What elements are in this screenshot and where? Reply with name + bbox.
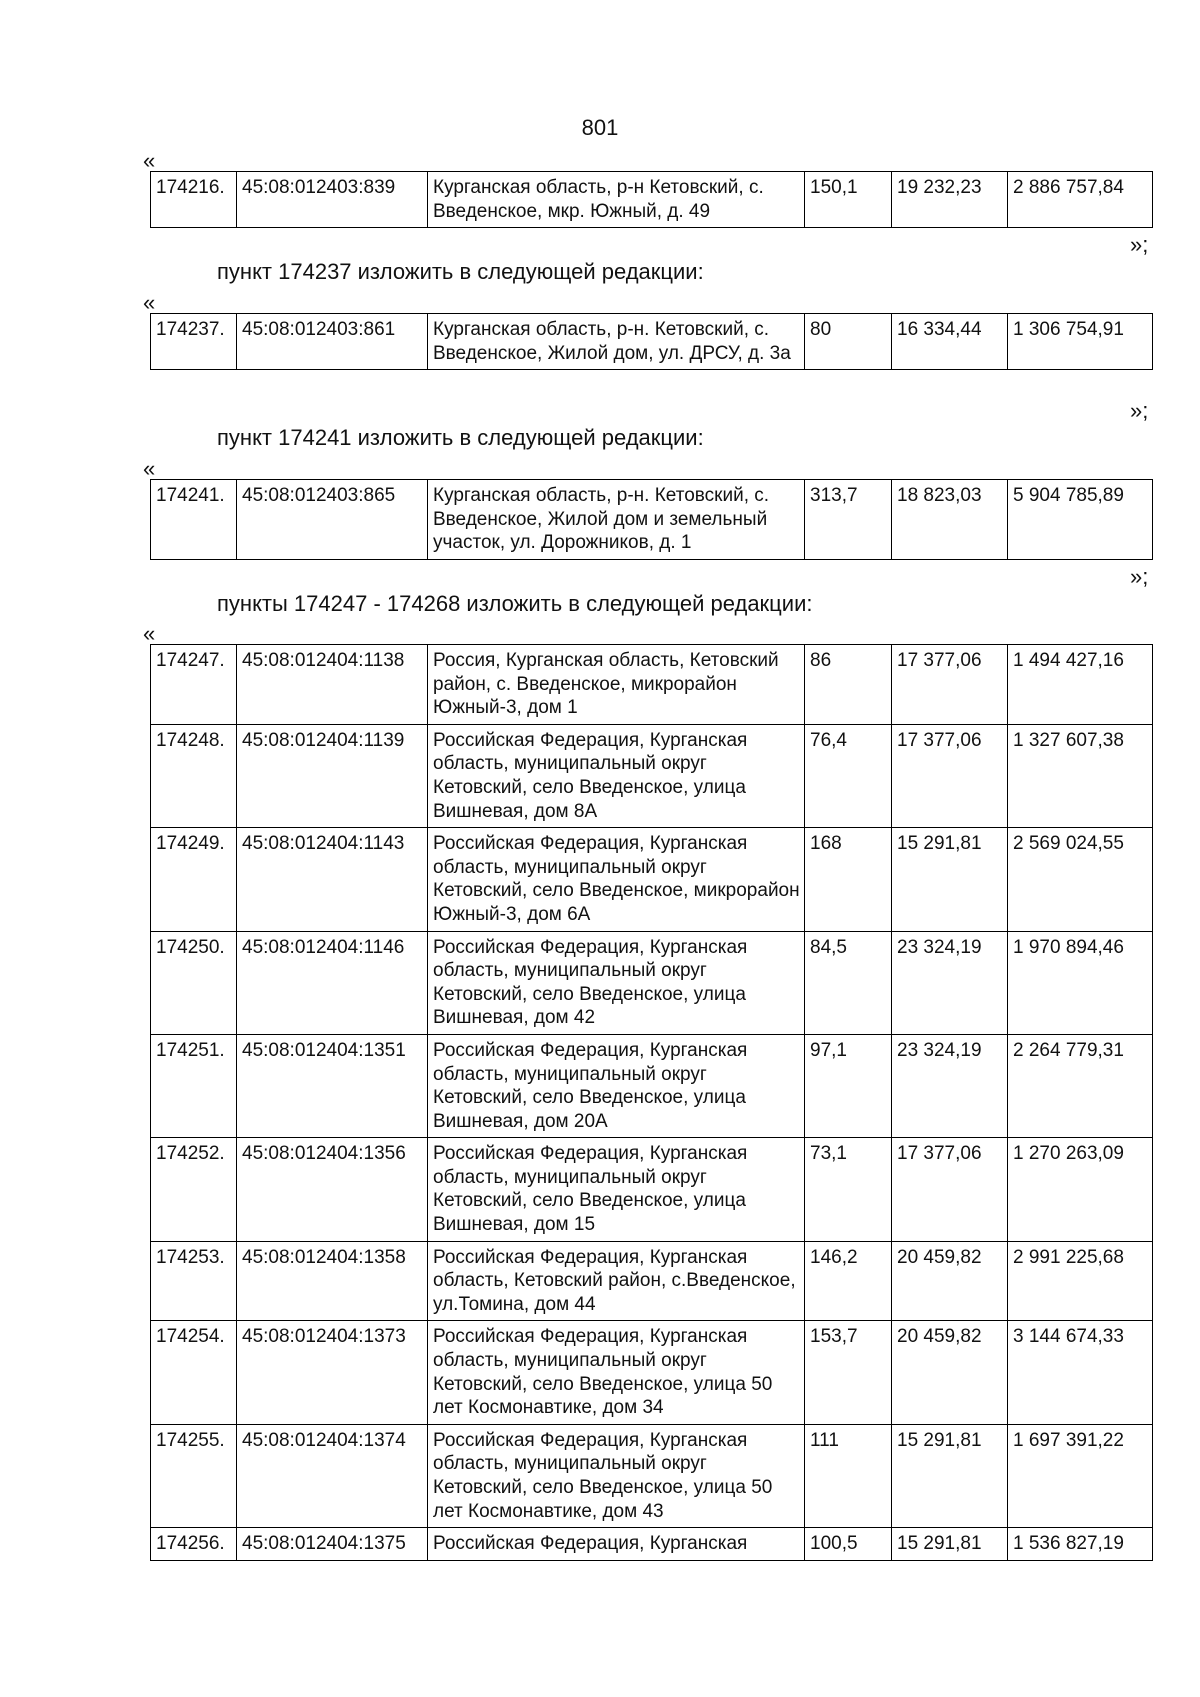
open-quote: « [143, 148, 156, 173]
amendment-table [150, 479, 1153, 560]
price-per-sqm-cell: 16 334,44 [892, 314, 1008, 370]
cadastral-number-cell: 45:08:012404:1139 [237, 724, 428, 827]
area-cell: 153,7 [805, 1321, 892, 1424]
address-cell: Российская Федерация, Курганская область, муниципальный округ Кетовский, село Введенское, улица 50 лет Космонавтике, дом 43 [428, 1424, 805, 1527]
item-number-cell: 174251. [151, 1034, 237, 1137]
price-per-sqm-cell: 15 291,81 [892, 1528, 1008, 1561]
close-quote: »; [1130, 398, 1149, 423]
table-row [151, 1034, 1153, 1137]
open-quote: « [143, 290, 156, 315]
cadastral-value-cell: 1 327 607,38 [1008, 724, 1153, 827]
amendment-table [150, 313, 1153, 370]
table-row [151, 1138, 1153, 1241]
address-cell: Российская Федерация, Курганская область, муниципальный округ Кетовский, село Введенское, микрорайон Южный-3, дом 6А [428, 828, 805, 931]
cadastral-number-cell: 45:08:012404:1351 [237, 1034, 428, 1137]
item-number-cell: 174237. [151, 314, 237, 370]
cadastral-number-cell: 45:08:012404:1375 [237, 1528, 428, 1561]
cadastral-value-cell: 1 306 754,91 [1008, 314, 1153, 370]
cadastral-value-cell: 1 494 427,16 [1008, 645, 1153, 725]
area-cell: 168 [805, 828, 892, 931]
area-cell: 84,5 [805, 931, 892, 1034]
section-heading: пункт 174237 изложить в следующей редакции: [217, 259, 704, 284]
table-row [151, 931, 1153, 1034]
area-cell: 80 [805, 314, 892, 370]
area-cell: 150,1 [805, 172, 892, 228]
address-cell: Российская Федерация, Курганская область, Кетовский район, с.Введенское, ул.Томина, дом 44 [428, 1241, 805, 1321]
table-row [151, 645, 1153, 725]
table-row [151, 1241, 1153, 1321]
area-cell: 76,4 [805, 724, 892, 827]
address-cell: Курганская область, р-н. Кетовский, с. Введенское, Жилой дом, ул. ДРСУ, д. 3а [428, 314, 805, 370]
table-row [151, 828, 1153, 931]
cadastral-value-cell: 2 991 225,68 [1008, 1241, 1153, 1321]
price-per-sqm-cell: 20 459,82 [892, 1241, 1008, 1321]
cadastral-number-cell: 45:08:012404:1358 [237, 1241, 428, 1321]
cadastral-number-cell: 45:08:012404:1146 [237, 931, 428, 1034]
cadastral-number-cell: 45:08:012404:1143 [237, 828, 428, 931]
area-cell: 97,1 [805, 1034, 892, 1137]
price-per-sqm-cell: 23 324,19 [892, 1034, 1008, 1137]
cadastral-number-cell: 45:08:012403:861 [237, 314, 428, 370]
cadastral-number-cell: 45:08:012403:865 [237, 480, 428, 560]
item-number-cell: 174249. [151, 828, 237, 931]
table-row [151, 314, 1153, 370]
area-cell: 146,2 [805, 1241, 892, 1321]
address-cell: Российская Федерация, Курганская область, муниципальный округ Кетовский, село Введенское, улица Вишневая, дом 15 [428, 1138, 805, 1241]
price-per-sqm-cell: 17 377,06 [892, 1138, 1008, 1241]
amendment-table [150, 171, 1153, 228]
item-number-cell: 174247. [151, 645, 237, 725]
address-cell: Курганская область, р-н Кетовский, с. Введенское, мкр. Южный, д. 49 [428, 172, 805, 228]
area-cell: 313,7 [805, 480, 892, 560]
cadastral-value-cell: 2 264 779,31 [1008, 1034, 1153, 1137]
price-per-sqm-cell: 17 377,06 [892, 645, 1008, 725]
address-cell: Российская Федерация, Курганская область, муниципальный округ Кетовский, село Введенское, улица Вишневая, дом 8А [428, 724, 805, 827]
price-per-sqm-cell: 23 324,19 [892, 931, 1008, 1034]
item-number-cell: 174253. [151, 1241, 237, 1321]
table-row [151, 480, 1153, 560]
close-quote: »; [1130, 232, 1149, 257]
table-row [151, 1424, 1153, 1527]
table-row [151, 724, 1153, 827]
area-cell: 73,1 [805, 1138, 892, 1241]
cadastral-value-cell: 1 270 263,09 [1008, 1138, 1153, 1241]
price-per-sqm-cell: 15 291,81 [892, 828, 1008, 931]
cadastral-number-cell: 45:08:012404:1374 [237, 1424, 428, 1527]
address-cell: Российская Федерация, Курганская область, муниципальный округ Кетовский, село Введенское, улица Вишневая, дом 20А [428, 1034, 805, 1137]
item-number-cell: 174250. [151, 931, 237, 1034]
table-row [151, 172, 1153, 228]
address-cell: Российская Федерация, Курганская [428, 1528, 805, 1561]
item-number-cell: 174248. [151, 724, 237, 827]
address-cell: Российская Федерация, Курганская область, муниципальный округ Кетовский, село Введенское, улица 50 лет Космонавтике, дом 34 [428, 1321, 805, 1424]
area-cell: 100,5 [805, 1528, 892, 1561]
section-heading: пункт 174241 изложить в следующей редакции: [217, 425, 704, 450]
section-heading: пункты 174247 - 174268 изложить в следующей редакции: [217, 591, 813, 616]
amendment-table [150, 644, 1153, 1561]
item-number-cell: 174256. [151, 1528, 237, 1561]
table-row [151, 1528, 1153, 1561]
cadastral-number-cell: 45:08:012404:1356 [237, 1138, 428, 1241]
close-quote: »; [1130, 564, 1149, 589]
address-cell: Российская Федерация, Курганская область, муниципальный округ Кетовский, село Введенское, улица Вишневая, дом 42 [428, 931, 805, 1034]
area-cell: 86 [805, 645, 892, 725]
price-per-sqm-cell: 19 232,23 [892, 172, 1008, 228]
cadastral-value-cell: 1 697 391,22 [1008, 1424, 1153, 1527]
cadastral-value-cell: 1 536 827,19 [1008, 1528, 1153, 1561]
open-quote: « [143, 456, 156, 481]
item-number-cell: 174252. [151, 1138, 237, 1241]
price-per-sqm-cell: 18 823,03 [892, 480, 1008, 560]
cadastral-value-cell: 3 144 674,33 [1008, 1321, 1153, 1424]
price-per-sqm-cell: 15 291,81 [892, 1424, 1008, 1527]
table-row [151, 1321, 1153, 1424]
cadastral-number-cell: 45:08:012404:1138 [237, 645, 428, 725]
item-number-cell: 174241. [151, 480, 237, 560]
item-number-cell: 174254. [151, 1321, 237, 1424]
page-number: 801 [581, 115, 619, 140]
cadastral-value-cell: 2 886 757,84 [1008, 172, 1153, 228]
price-per-sqm-cell: 17 377,06 [892, 724, 1008, 827]
cadastral-number-cell: 45:08:012404:1373 [237, 1321, 428, 1424]
open-quote: « [143, 621, 156, 646]
area-cell: 111 [805, 1424, 892, 1527]
cadastral-value-cell: 1 970 894,46 [1008, 931, 1153, 1034]
cadastral-number-cell: 45:08:012403:839 [237, 172, 428, 228]
item-number-cell: 174255. [151, 1424, 237, 1527]
address-cell: Курганская область, р-н. Кетовский, с. Введенское, Жилой дом и земельный участок, ул. Дорожников, д. 1 [428, 480, 805, 560]
price-per-sqm-cell: 20 459,82 [892, 1321, 1008, 1424]
address-cell: Россия, Курганская область, Кетовский район, с. Введенское, микрорайон Южный-3, дом 1 [428, 645, 805, 725]
cadastral-value-cell: 5 904 785,89 [1008, 480, 1153, 560]
item-number-cell: 174216. [151, 172, 237, 228]
cadastral-value-cell: 2 569 024,55 [1008, 828, 1153, 931]
